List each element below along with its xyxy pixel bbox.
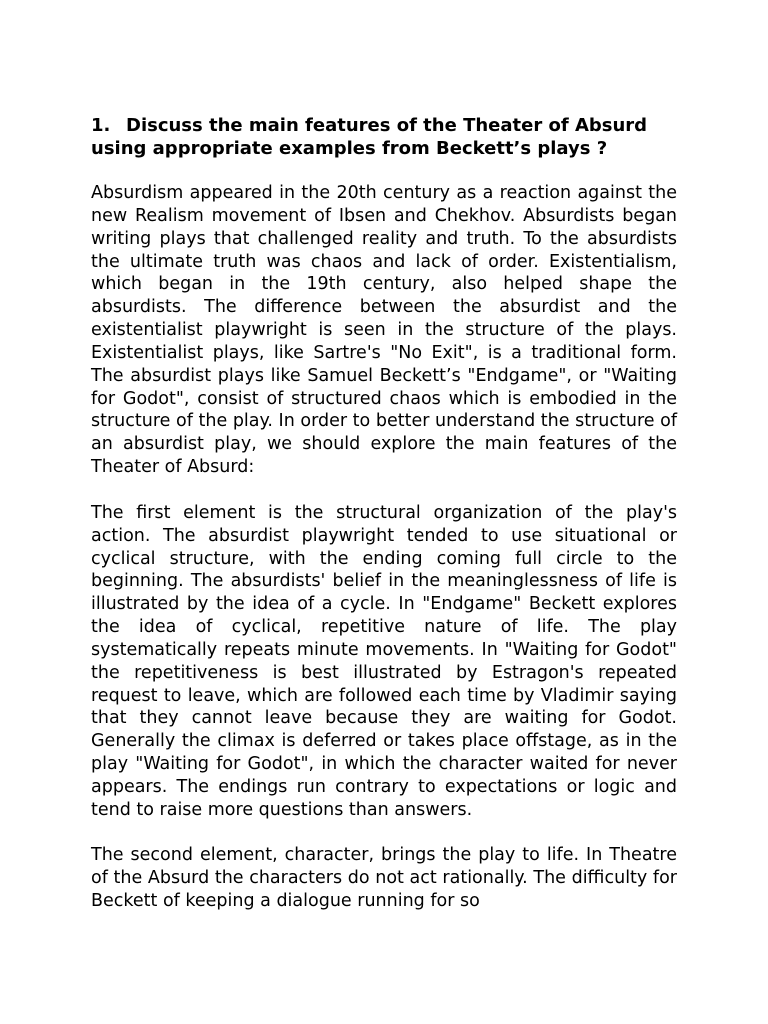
question-number: 1. [91,115,111,136]
question-text: Discuss the main features of the Theater of Absurd using appropriate examples from Beckett’s plays ? [91,115,648,159]
paragraph-second-element: The second element, character, brings the play to life. In Theatre of the Absurd the characters do not act rationally. The difficulty for Beckett of keeping a dialogue running for so [91,845,677,912]
paragraph-first-element: The first element is the structural organization of the play's action. The absurdist playwright tended to use situational or cyclical structure, with the ending coming full circle to the beginning. The absurdists' belief in the meaninglessness of life is illustrated by the idea of a cycle. In "Endgame" Beckett explores the idea of cyclical, repetitive nature of life. The play systematically repeats minute movements. In "Waiting for Godot" the repetitiveness is best illustrated by Estragon's repeated request to leave, which are followed each time by Vladimir saying that they cannot leave because they are waiting for Godot. Generally the climax is deferred or takes place offstage, as in the play "Waiting for Godot", in which the character waited for never appears. The endings run contrary to expectations or logic and tend to raise more questions than answers. [91,502,677,820]
question-heading [91,114,677,160]
document-page [91,114,677,913]
paragraph-introduction: Absurdism appeared in the 20th century as a reaction against the new Realism movement of Ibsen and Chekhov. Absurdists began writing plays that challenged reality and truth. To the absurdists the ultimate truth was chaos and lack of order. Existentialism, which began in the 19th century, also helped shape the absurdists. The difference between the absurdist and the existentialist playwright is seen in the structure of the plays. Existentialist plays, like Sartre's "No Exit", is a traditional form. The absurdist plays like Samuel Beckett’s "Endgame", or "Waiting for Godot", consist of structured chaos which is embodied in the structure of the play. In order to better understand the structure of an absurdist play, we should explore the main features of the Theater of Absurd: [91,183,677,478]
